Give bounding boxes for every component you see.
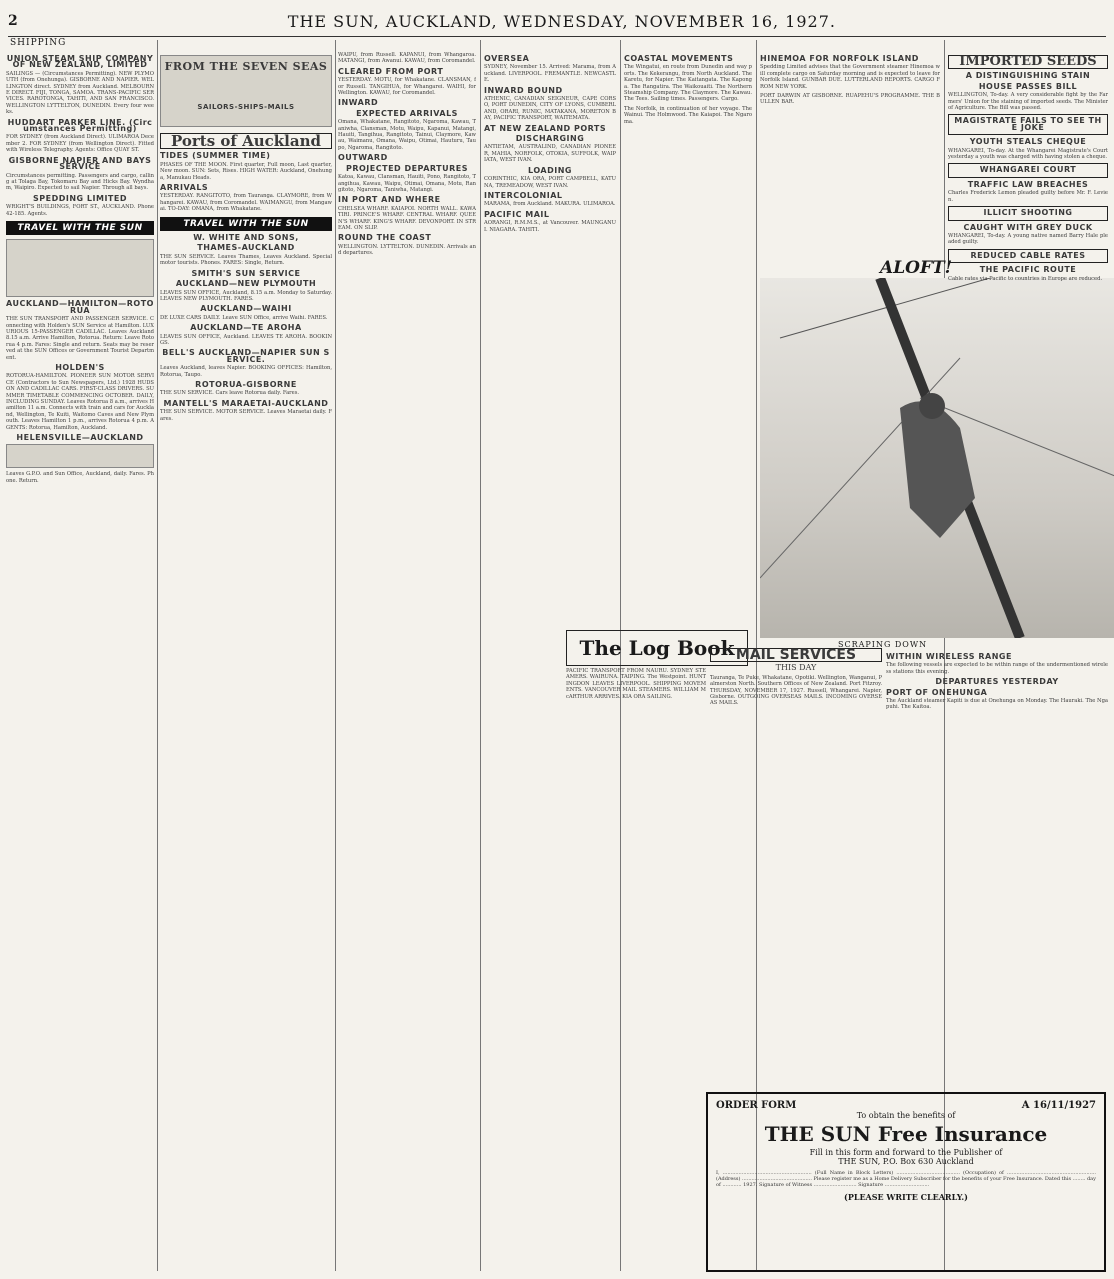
discharging-heading: DISCHARGING: [515, 134, 585, 144]
bells-heading: BELL'S AUCKLAND—NAPIER SUN SERVICE.: [162, 348, 330, 364]
this-day-heading: THIS DAY: [775, 663, 817, 673]
masthead: THE SUN, AUCKLAND, WEDNESDAY, NOVEMBER 16, 1927.: [287, 11, 836, 31]
aloft-heading: ALOFT!: [880, 258, 953, 278]
section-label: SHIPPING: [10, 38, 67, 48]
stain-heading: A DISTINGUISHING STAIN: [965, 71, 1091, 81]
page-header: [8, 6, 1106, 37]
column-news: IMPORTED SEEDS A DISTINGUISHING STAIN HOUSE PASSES BILL WELLINGTON, To-day. A very considerable fight by the Farmers' Union for the staining of imported seeds. The Minister of Agriculture. The Bill was passed. MAGISTRATE FAILS TO SEE THE JOKE YOUTH STEALS CHEQUE WHANGAREI, To-day. At the Whangarei Magistrate's Court yesterday a youth was charged with having stolen a cheque. WHANGAREI COURT TRAFFIC LAW BREACHES Charles Frederick Lemon pleaded guilty before Mr. F. Levien. ILLICIT SHOOTING CAUGHT WITH GREY DUCK WHANGAREI, To-day. A young native named Barry Hale pleaded guilty. REDUCED CABLE RATES THE PACIFIC ROUTE Cable rates via Pacific to countries in Europe are reduced.: [948, 54, 1108, 282]
inward-heading: INWARD: [338, 98, 379, 108]
column-rule: [335, 40, 336, 1271]
expected-heading: EXPECTED ARRIVALS: [356, 108, 458, 118]
photo-caption: SCRAPING DOWN: [838, 640, 928, 649]
travel-banner-2: TRAVEL WITH THE SUN: [160, 217, 332, 231]
inward-bound-heading: INWARD BOUND: [484, 85, 563, 95]
wireless-column: WITHIN WIRELESS RANGE The following vessels are expected to be within range of the undermentioned wireless stations this evening. DEPARTURES YESTERDAY PORT OF ONEHUNGA The Auckland steamer Kapiti is due at Onehunga on Monday. The Hauraki. The Ngapuhi. The Kaitoa.: [886, 652, 1108, 711]
cleared-heading: CLEARED FROM PORT: [338, 66, 444, 76]
travel-banner: TRAVEL WITH THE SUN: [6, 221, 154, 235]
youth-heading: YOUTH STEALS CHEQUE: [969, 137, 1087, 147]
traffic-heading: TRAFFIC LAW BREACHES: [967, 179, 1089, 189]
column-hinemoa: HINEMOA FOR NORFOLK ISLAND Spedding Limited advises that the Government steamer Hinemoa will complete cargo on Saturday morning and is expected to leave for Norfolk Island. GUNBAR DUE. LUTTERLAND REPORTS. CARGO FROM NEW YORK. PORT DARWIN AT GISBORNE. RUAPEHU'S PROGRAMME. THE BULLEN BAR.: [760, 54, 940, 106]
helensville-heading: HELENSVILLE—AUCKLAND: [16, 433, 144, 443]
ports-heading: Ports of Auckland: [160, 133, 332, 149]
arrivals-heading: ARRIVALS: [160, 183, 209, 193]
departures-heading: DEPARTURES YESTERDAY: [935, 677, 1059, 687]
column-shipping-notices: UNION STEAM SHIP COMPANY OF NEW ZEALAND, LIMITED SAILINGS — (Circumstances Permitting). NEW PLYMOUTH (from Onehunga). GISBORNE AND NAPIER. WELLINGTON direct. SYDNEY from Auckland. MELBOURNE DIRECT. FIJI, TONGA, SAMOA. TRANS-PACIFIC SERVICES. RAROTONGA, TAHITI, AND SAN FRANCISCO. WELLINGTON LYTTELTON, DUNEDIN. Every four weeks. HUDDART PARKER LINE. (Circumstances Permitting) FOR SYDNEY (from Auckland Direct). ULIMAROA December 2. FOR SYDNEY (from Wellington Direct). Fitted with Wireless Telegraphy. Agents: Office QUAY ST. GISBORNE NAPIER AND BAYS SERVICE Circumstances permitting. Passengers and cargo, calling at Tolaga Bay, Tokomaru Bay and Hicks Bay. Wyndham, Waipiro. Expected to sail Napier. Through all bays. SPEDDING LIMITED WRIGHT'S BUILDINGS, FORT ST., AUCKLAND. Phone 42-185. Agents. TRAVEL WITH THE SUN AUCKLAND—HAMILTON—ROTORUA THE SUN TRANSPORT AND PASSENGER SERVICE. Connecting with Holden's SUN Service at Hamilton. LUXURIOUS 15-PASSENGER CADILLAC. Leaves Auckland 8.15 a.m. Arrive Hamilton, Rotorua. Return: Leave Rotorua 4 p.m. Fares: Single and return. Seats may be reserved at the SUN Offices or Government Tourist Department. HOLDEN'S ROTORUA-HAMILTON. PIONEER SUN MOTOR SERVICE (Contractors to Sun Newspapers, Ltd.) 1928 HUDSON AND CADILLAC CARS. FIRST-CLASS DRIVERS. SUMMER TIMETABLE COMMENCING OCTOBER. DAILY, INCLUDING SUNDAY. Leaves Rotorua 8 a.m., arrives Hamilton 11 a.m. Connects with train and cars for Auckland, Wellington, Te Kuiti, Waitomo Caves and New Plymouth. Leaves Hamilton 1 p.m., arrives Rotorua 4 p.m. AGENTS: Rotorua, Hamilton, Auckland. HELENSVILLE—AUCKLAND Leaves G.P.O. and Sun Office, Auckland, daily. Fares. Phone. Return.: [6, 54, 154, 484]
wireless-heading: WITHIN WIRELESS RANGE: [886, 652, 1012, 661]
magistrate-heading: MAGISTRATE FAILS TO SEE THE JOKE: [948, 114, 1108, 135]
rotorua-heading: AUCKLAND—HAMILTON—ROTORUA: [6, 299, 154, 315]
thames-heading: THAMES-AUCKLAND: [197, 243, 295, 253]
grey-duck-heading: CAUGHT WITH GREY DUCK: [963, 222, 1093, 232]
te-aroha-heading: AUCKLAND—TE AROHA: [190, 323, 302, 333]
union-heading: UNION STEAM SHIP COMPANY OF NEW ZEALAND, LIMITED: [6, 54, 154, 70]
order-form-title: THE SUN Free Insurance: [764, 1122, 1048, 1146]
imported-seeds-heading: IMPORTED SEEDS: [948, 55, 1108, 69]
column-rule: [157, 40, 158, 1271]
projected-heading: PROJECTED DEPARTURES: [345, 163, 469, 173]
mantells-heading: MANTELL'S MARAETAI-AUCKLAND: [163, 398, 329, 408]
order-form-label: ORDER FORM: [716, 1100, 797, 1111]
round-coast-heading: ROUND THE COAST: [338, 233, 432, 243]
whangarei-heading: WHANGAREI COURT: [948, 163, 1108, 177]
white-sons: W. WHITE AND SONS,: [193, 233, 299, 243]
seven-seas-title: FROM THE SEVEN SEAS: [164, 60, 328, 73]
cable-heading: REDUCED CABLE RATES: [948, 249, 1108, 263]
order-form-line2: THE SUN, P.O. Box 630 Auckland: [838, 1157, 974, 1166]
oversea-heading: OVERSEA: [484, 54, 530, 63]
nz-ports-heading: AT NEW ZEALAND PORTS: [484, 123, 607, 133]
log-book-text: PACIFIC TRANSPORT FROM NAURU. SYDNEY STEAMERS. WAIRUNA. TAIPING. The Westpoint. HUNTINGDON LEAVES LIVERPOOL. SHIPPING MOVEMENTS. VANCOUVER MAIL STEAMERS. WILLIAM McARTHUR ARRIVES. KIA ORA SAILING.: [566, 668, 706, 700]
ship-illustration: [160, 55, 332, 127]
order-form-line1: Fill in this form and forward to the Publisher of: [809, 1148, 1003, 1157]
house-heading: HOUSE PASSES BILL: [978, 81, 1078, 91]
car-illustration: [6, 239, 154, 297]
order-form-fineprint: I, ........................................................ (Full Name in Block Letters) ........................................ (Occupation) of ........................................................ (Address) ............................................ Please register me as a Home Delivery Subscriber for the benefits of your Free Insurance. Dated this ........ day of ............ 1927. Signature of Witness ........................... Signature ............................: [716, 1170, 1096, 1188]
gisborne-heading: GISBORNE NAPIER AND BAYS SERVICE: [8, 155, 152, 172]
pacific-heading: PACIFIC MAIL: [484, 209, 550, 219]
column-coastal: COASTAL MOVEMENTS The Wingatui, en route from Dunedin and way ports. The Kekerangu, from North Auckland. The Karetu, for Napier. The Kaitangata. The Kaponga. The Rangatira. The Waikouaiti. The Northern Steamship Company. The Claymore. The Kawau. The Tees. Sailing times. Passengers. Cargo. The Norfolk, in continuation of her voyage. The Wainui. The Holmwood. The Kaiapoi. The Ngaroma.: [624, 54, 752, 125]
hinemoa-heading: HINEMOA FOR NORFOLK ISLAND: [760, 54, 919, 63]
mail-services-heading: MAIL SERVICES: [710, 648, 882, 662]
smiths-heading: SMITH'S SUN SERVICE: [191, 268, 301, 278]
order-form-serial: A 16/11/1927: [1021, 1100, 1096, 1111]
intercolonial-heading: INTERCOLONIAL: [484, 190, 563, 200]
order-form-intro: To obtain the benefits of: [856, 1111, 956, 1120]
page-number: 2: [8, 13, 18, 29]
helensville-illustration: [6, 444, 154, 468]
sailors-subtitle: SAILORS-SHIPS-MAILS: [197, 103, 295, 112]
tides-heading: TIDES (SUMMER TIME): [160, 151, 271, 161]
holdens-heading: HOLDEN'S: [55, 363, 105, 372]
column-rule: [480, 40, 481, 1271]
order-form: [706, 1092, 1106, 1272]
rotorua-gisborne-heading: ROTORUA-GISBORNE: [195, 379, 297, 389]
order-form-footer: (PLEASE WRITE CLEARLY.): [844, 1192, 968, 1202]
waihi-heading: AUCKLAND—WAIHI: [200, 304, 292, 314]
illicit-heading: ILLICIT SHOOTING: [948, 206, 1108, 220]
outward-heading: OUTWARD: [338, 153, 388, 163]
pacific-route-heading: THE PACIFIC ROUTE: [979, 265, 1077, 275]
column-ports: FROM THE SEVEN SEAS SAILORS-SHIPS-MAILS Ports of Auckland TIDES (SUMMER TIME) PHASES OF THE MOON. First quarter, Full moon, Last quarter, New moon. SUN: Sets, Rises. HIGH WATER: Auckland, Onehunga, Manukau Heads. ARRIVALS YESTERDAY. RANGITOTO, from Tauranga. CLAYMORE, from Whangarei. KAWAU, from Coromandel. WAIMANGU, from Mangawai. TO-DAY: OMANA, from Whakatane. TRAVEL WITH THE SUN W. WHITE AND SONS, THAMES-AUCKLAND THE SUN SERVICE. Leaves Thames, Leaves Auckland. Special motor tourists. Phones. FARES: Single, Return. SMITH'S SUN SERVICE AUCKLAND—NEW PLYMOUTH LEAVES SUN OFFICE, Auckland, 8.15 a.m. Monday to Saturday. LEAVES NEW PLYMOUTH. FARES. AUCKLAND—WAIHI DE LUXE CARS DAILY. Leave SUN Office, arrive Waihi. FARES. AUCKLAND—TE AROHA LEAVES SUN OFFICE, Auckland. LEAVES TE AROHA. BOOKINGS. BELL'S AUCKLAND—NAPIER SUN SERVICE. Leaves Auckland, leaves Napier. BOOKING OFFICES: Hamilton, Rotorua, Taupo. ROTORUA-GISBORNE THE SUN SERVICE. Cars leave Rotorua daily. Fares. MANTELL'S MARAETAI-AUCKLAND THE SUN SERVICE. MOTOR SERVICE. Leaves Maraetai daily. Fares.: [160, 52, 332, 1271]
huddart-heading: HUDDART PARKER LINE. (Circumstances Permitting): [7, 117, 153, 134]
spedding-heading: SPEDDING LIMITED: [33, 193, 127, 203]
log-book-heading: The Log Book: [566, 630, 748, 666]
column-movements: WAIPU, from Russell. KAPANUI, from Whangaroa. MATANGI, from Awanui. KAWAU, from Coromandel. CLEARED FROM PORT YESTERDAY. MOTU, for Whakatane. CLANSMAN, for Russell. TANGIHUA, for Whangarei. WAIHI, for Wellington. KAWAU, for Coromandel. INWARD EXPECTED ARRIVALS Omana, Whakatane, Rangitoto, Ngaroma, Kawau, Taniwha, Clansman, Motu, Waipu, Kapanui, Matangi, Hauiti, Tangihua, Rangitoto, Tainui, Claymore, Kawau, Waimanu, Omana, Waipu, Otimai, Hauturu, Taupo, Ngaroma, Rangitoto. OUTWARD PROJECTED DEPARTURES Katoa, Kawau, Clansman, Hauiti, Pono, Rangitoto, Tangihua, Kawau, Waipu, Otimai, Omana, Motu, Rangitoto, Ngaroma, Taniwha, Matangi. IN PORT AND WHERE CHELSEA WHARF. KAIAPOI. NORTH WALL. KAWATIRI. PRINCE'S WHARF. CENTRAL WHARF. QUEEN'S WHARF. KING'S WHARF. DEVONPORT. IN STREAM. ON SLIP. ROUND THE COAST WELLINGTON. LYTTELTON. DUNEDIN. Arrivals and departures.: [338, 52, 476, 257]
mail-services-block: MAIL SERVICES THIS DAY Tauranga, Te Puke, Whakatane, Opotiki. Wellington, Wanganui, Palmerston North. Southern Offices of New Zealand. Port Fitzroy. THURSDAY, NOVEMBER 17, 1927. Russell, Whangarei. Napier, Gisborne. OUTGOING OVERSEAS MAILS. INCOMING OVERSEAS MAILS.: [710, 647, 882, 707]
in-port-heading: IN PORT AND WHERE: [338, 195, 441, 205]
loading-heading: LOADING: [528, 165, 572, 175]
coastal-heading: COASTAL MOVEMENTS: [624, 54, 734, 63]
onehunga-heading: PORT OF ONEHUNGA: [886, 687, 988, 697]
plymouth-heading: AUCKLAND—NEW PLYMOUTH: [175, 279, 317, 289]
column-oversea: OVERSEA SYDNEY, November 15. Arrived: Marama, from Auckland. LIVERPOOL. FREMANTLE. NEWCASTLE. INWARD BOUND ATHENIC, CANADIAN SEIGNEUR, CAPE CORSO, PORT DUNEDIN, CITY OF LYONS, CUMBERLAND, ORARI, RUNIC, MATAKANA, MORETON BAY, PACIFIC TRANSPORT, WAITEMATA. AT NEW ZEALAND PORTS DISCHARGING ANTIETAM, AUSTRALIND, CANADIAN PIONEER, MAHIA, NORFOLK, OTOKIA, SUFFOLK, WAIPIATA, WEST IVAN. LOADING CORINTHIC, KIA ORA, PORT CAMPBELL, KATUNA, TREMEADOW, WEST IVAN. INTERCOLONIAL MARAMA, from Auckland. MAKURA. ULIMAROA. PACIFIC MAIL AORANGI, R.M.M.S., at Vancouver. MAUNGANUI. NIAGARA. TAHITI.: [484, 54, 616, 233]
